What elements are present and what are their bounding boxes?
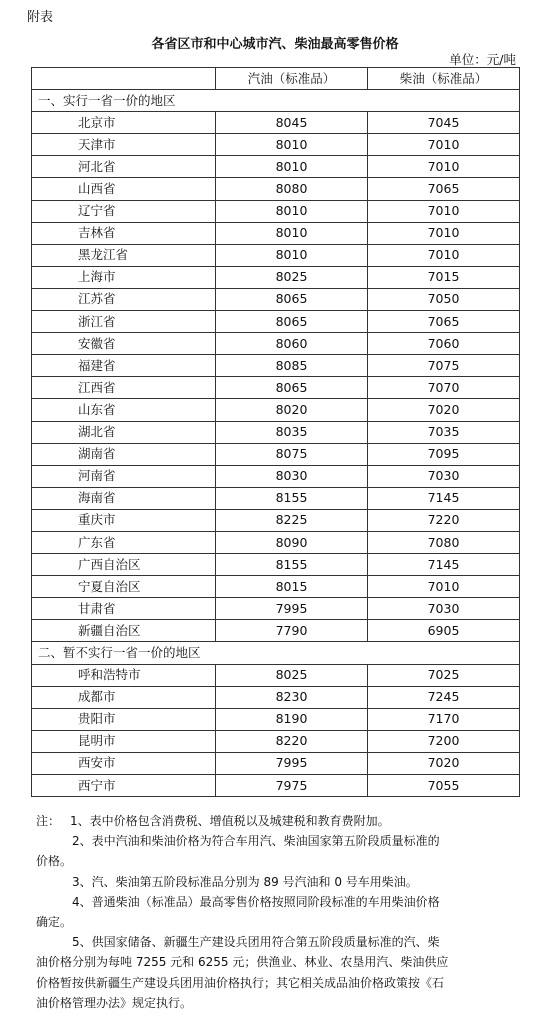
gasoline-price: 7995 xyxy=(216,752,368,774)
table-row xyxy=(32,730,520,752)
region-name: 昆明市 xyxy=(32,730,216,752)
gasoline-price: 8075 xyxy=(216,443,368,465)
region-name: 福建省 xyxy=(32,355,216,377)
gasoline-price: 8065 xyxy=(216,377,368,399)
region-name: 河南省 xyxy=(32,465,216,487)
diesel-price: 7170 xyxy=(368,708,520,730)
diesel-price: 7010 xyxy=(368,244,520,266)
diesel-price: 7220 xyxy=(368,509,520,531)
region-name: 广东省 xyxy=(32,531,216,553)
table-row xyxy=(32,421,520,443)
diesel-price: 7075 xyxy=(368,355,520,377)
notes-section xyxy=(36,811,514,1013)
gasoline-price: 8190 xyxy=(216,708,368,730)
gasoline-price: 8065 xyxy=(216,288,368,310)
region-name: 广西自治区 xyxy=(32,554,216,576)
region-name: 江苏省 xyxy=(32,288,216,310)
diesel-price: 7035 xyxy=(368,421,520,443)
diesel-price: 7200 xyxy=(368,730,520,752)
section-row-1 xyxy=(32,90,520,112)
note-text: 1、表中价格包含消费税、增值税以及城建税和教育费附加。 xyxy=(70,814,390,828)
diesel-price: 7095 xyxy=(368,443,520,465)
section-title: 二、暂不实行一省一价的地区 xyxy=(32,642,520,664)
diesel-price: 7070 xyxy=(368,377,520,399)
region-name: 新疆自治区 xyxy=(32,620,216,642)
header-gasoline: 汽油（标准品） xyxy=(216,68,368,90)
note-line: 4、普通柴油（标准品）最高零售价格按照同阶段标准的车用柴油价格 xyxy=(72,894,440,909)
region-name: 山东省 xyxy=(32,399,216,421)
region-name: 辽宁省 xyxy=(32,200,216,222)
note-line: 油价格分别为每吨 7255 元和 6255 元；供渔业、林业、农垦用汽、柴油供应 xyxy=(36,955,449,970)
gasoline-price: 8025 xyxy=(216,266,368,288)
region-name: 上海市 xyxy=(32,266,216,288)
gasoline-price: 8225 xyxy=(216,509,368,531)
gasoline-price: 8155 xyxy=(216,554,368,576)
region-name: 江西省 xyxy=(32,377,216,399)
table-row xyxy=(32,222,520,244)
note-line: 3、汽、柴油第五阶段标准品分别为 89 号汽油和 0 号车用柴油。 xyxy=(72,874,418,889)
table-row xyxy=(32,244,520,266)
region-name: 吉林省 xyxy=(32,222,216,244)
diesel-price: 7065 xyxy=(368,178,520,200)
table-row xyxy=(32,377,520,399)
diesel-price: 7245 xyxy=(368,686,520,708)
gasoline-price: 8090 xyxy=(216,531,368,553)
region-name: 浙江省 xyxy=(32,311,216,333)
table-row xyxy=(32,598,520,620)
region-name: 北京市 xyxy=(32,112,216,134)
gasoline-price: 8015 xyxy=(216,576,368,598)
gasoline-price: 8020 xyxy=(216,399,368,421)
gasoline-price: 8010 xyxy=(216,156,368,178)
note-line: 油价格管理办法》规定执行。 xyxy=(36,995,193,1010)
diesel-price: 7045 xyxy=(368,112,520,134)
diesel-price: 7080 xyxy=(368,531,520,553)
diesel-price: 7145 xyxy=(368,554,520,576)
region-name: 湖南省 xyxy=(32,443,216,465)
table-row xyxy=(32,156,520,178)
region-name: 呼和浩特市 xyxy=(32,664,216,686)
diesel-price: 7010 xyxy=(368,222,520,244)
table-row xyxy=(32,487,520,509)
gasoline-price: 8010 xyxy=(216,244,368,266)
gasoline-price: 8060 xyxy=(216,333,368,355)
table-header-row xyxy=(32,68,520,90)
region-name: 湖北省 xyxy=(32,421,216,443)
diesel-price: 7055 xyxy=(368,775,520,797)
table-row xyxy=(32,399,520,421)
diesel-price: 7010 xyxy=(368,576,520,598)
price-table-body xyxy=(32,68,520,797)
table-row xyxy=(32,178,520,200)
diesel-price: 7010 xyxy=(368,200,520,222)
gasoline-price: 7790 xyxy=(216,620,368,642)
region-name: 成都市 xyxy=(32,686,216,708)
table-row xyxy=(32,112,520,134)
table-row xyxy=(32,509,520,531)
diesel-price: 7010 xyxy=(368,134,520,156)
region-name: 西安市 xyxy=(32,752,216,774)
diesel-price: 7015 xyxy=(368,266,520,288)
gasoline-price: 8010 xyxy=(216,222,368,244)
region-name: 天津市 xyxy=(32,134,216,156)
gasoline-price: 8155 xyxy=(216,487,368,509)
note-line xyxy=(36,811,514,831)
table-row xyxy=(32,465,520,487)
gasoline-price: 8025 xyxy=(216,664,368,686)
table-row xyxy=(32,752,520,774)
region-name: 贵阳市 xyxy=(32,708,216,730)
note-line: 确定。 xyxy=(36,915,73,930)
gasoline-price: 8010 xyxy=(216,200,368,222)
diesel-price: 7020 xyxy=(368,752,520,774)
table-row xyxy=(32,664,520,686)
table-row xyxy=(32,355,520,377)
table-row xyxy=(32,288,520,310)
region-name: 西宁市 xyxy=(32,775,216,797)
gasoline-price: 8035 xyxy=(216,421,368,443)
table-row xyxy=(32,576,520,598)
table-row xyxy=(32,333,520,355)
note-line: 5、供国家储备、新疆生产建设兵团用符合第五阶段质量标准的汽、柴 xyxy=(72,935,440,950)
gasoline-price: 8085 xyxy=(216,355,368,377)
header-diesel: 柴油（标准品） xyxy=(368,68,520,90)
diesel-price: 7010 xyxy=(368,156,520,178)
table-row xyxy=(32,200,520,222)
diesel-price: 7145 xyxy=(368,487,520,509)
notes-label: 注： xyxy=(36,814,61,828)
unit-label: 单位：元/吨 xyxy=(449,52,516,67)
table-row xyxy=(32,775,520,797)
table-row xyxy=(32,266,520,288)
region-name: 甘肃省 xyxy=(32,598,216,620)
section-row-2 xyxy=(32,642,520,664)
header-region xyxy=(32,68,216,90)
diesel-price: 6905 xyxy=(368,620,520,642)
diesel-price: 7050 xyxy=(368,288,520,310)
price-table xyxy=(31,67,520,797)
diesel-price: 7020 xyxy=(368,399,520,421)
gasoline-price: 8080 xyxy=(216,178,368,200)
gasoline-price: 8065 xyxy=(216,311,368,333)
region-name: 黑龙江省 xyxy=(32,244,216,266)
gasoline-price: 7975 xyxy=(216,775,368,797)
diesel-price: 7065 xyxy=(368,311,520,333)
table-row xyxy=(32,708,520,730)
region-name: 安徽省 xyxy=(32,333,216,355)
region-name: 海南省 xyxy=(32,487,216,509)
gasoline-price: 8045 xyxy=(216,112,368,134)
gasoline-price: 8220 xyxy=(216,730,368,752)
gasoline-price: 8230 xyxy=(216,686,368,708)
appendix-label: 附表 xyxy=(27,10,54,25)
table-row xyxy=(32,554,520,576)
gasoline-price: 8030 xyxy=(216,465,368,487)
table-row xyxy=(32,311,520,333)
note-line: 2、表中汽油和柴油价格为符合车用汽、柴油国家第五阶段质量标准的 xyxy=(72,834,440,849)
region-name: 重庆市 xyxy=(32,509,216,531)
table-row xyxy=(32,443,520,465)
table-row xyxy=(32,686,520,708)
page-title: 各省区市和中心城市汽、柴油最高零售价格 xyxy=(151,37,399,52)
note-line: 价格暂按供新疆生产建设兵团用油价格执行；其它相关成品油价格政策按《石 xyxy=(36,975,445,990)
diesel-price: 7030 xyxy=(368,598,520,620)
gasoline-price: 8010 xyxy=(216,134,368,156)
table-row xyxy=(32,620,520,642)
note-line: 价格。 xyxy=(36,854,73,869)
section-title: 一、实行一省一价的地区 xyxy=(32,90,520,112)
gasoline-price: 7995 xyxy=(216,598,368,620)
diesel-price: 7030 xyxy=(368,465,520,487)
region-name: 宁夏自治区 xyxy=(32,576,216,598)
diesel-price: 7060 xyxy=(368,333,520,355)
region-name: 山西省 xyxy=(32,178,216,200)
table-row xyxy=(32,134,520,156)
diesel-price: 7025 xyxy=(368,664,520,686)
region-name: 河北省 xyxy=(32,156,216,178)
table-row xyxy=(32,531,520,553)
